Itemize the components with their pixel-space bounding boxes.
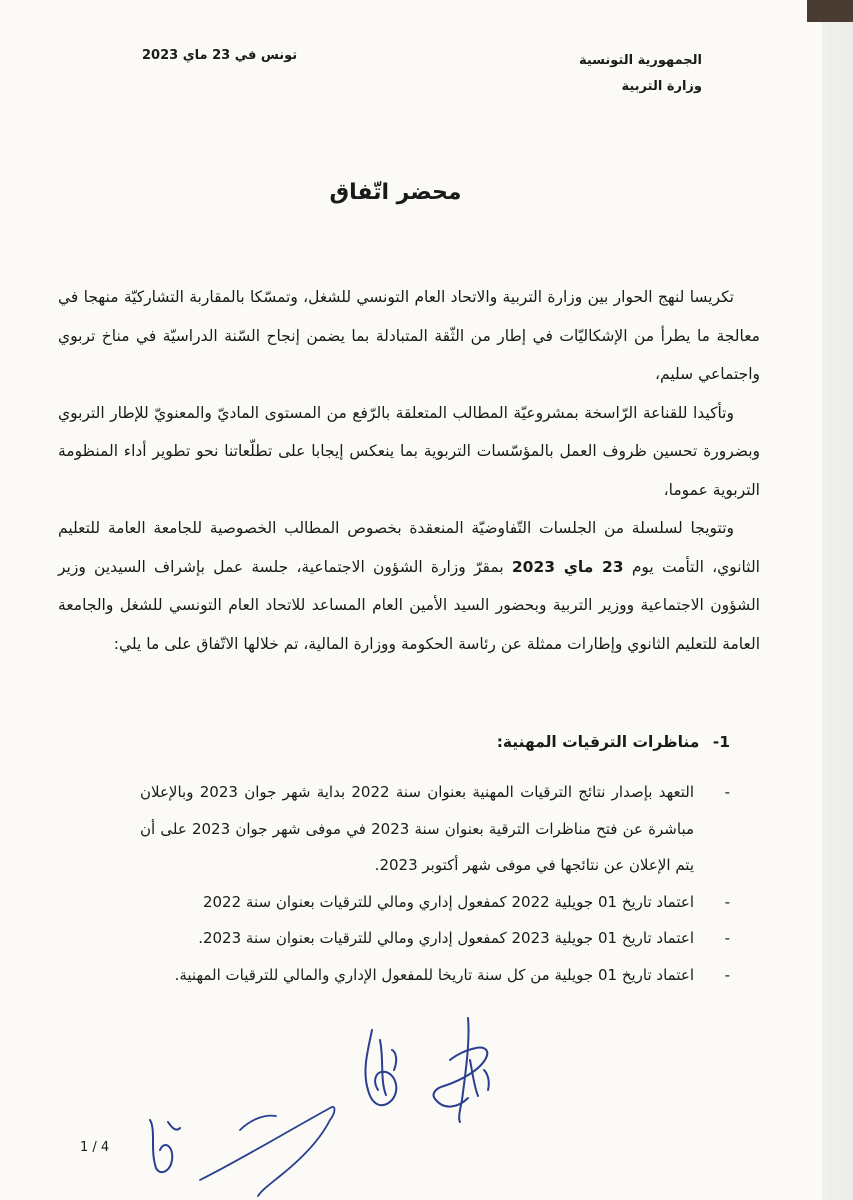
letterhead: [579, 48, 702, 100]
section-number: 1-: [712, 733, 730, 751]
section-title: مناظرات الترقيات المهنية:: [496, 733, 700, 751]
document-title: محضر اتّفاق: [329, 180, 462, 205]
page-number: 1 / 4: [80, 1140, 110, 1155]
list-dash: -: [724, 965, 730, 984]
list-item: [140, 957, 730, 994]
place-date: تونس في 23 ماي 2023: [142, 48, 298, 63]
document-body: [58, 278, 760, 663]
list-dash: -: [724, 929, 730, 947]
paragraph-meeting: [58, 509, 760, 663]
list-dash: -: [724, 892, 730, 911]
section-heading: [497, 733, 730, 751]
ministry-name: وزارة التربية: [621, 79, 702, 94]
background-corner: [807, 0, 853, 22]
meeting-date: 23 ماي 2023: [511, 557, 624, 576]
paragraph-preamble: تكريسا لنهج الحوار بين وزارة التربية والاتحاد العام التونسي للشغل، وتمسّكا بالمقاربة التشاركيّة منهجا في معالجة ما يطرأ من الإشكاليّات في إطار من الثّقة المتبادلة بما يضمن إنجاح السّنة الدراسيّة في مناخ تربوي واجتماعي سليم،: [58, 288, 760, 383]
list-item-text: اعتماد تاريخ 01 جويلية من كل سنة تاريخا للمفعول الإداري والمالي للترقيات المهنية.: [174, 965, 694, 984]
list-dash: -: [724, 783, 730, 801]
meeting-text-after: بمقرّ وزارة الشؤون الاجتماعية، جلسة عمل بإشراف السيدين وزير الشؤون الاجتماعية ووزير التربية وبحضور السيد الأمين العام المساعد للاتحاد العام التونسي للشغل والجامعة العامة للتعليم الثانوي وإطارات ممثلة عن رئاسة الحكومة ووزارة المالية، تم خلالها الاتّفاق على ما يلي:: [58, 557, 760, 653]
list-item-text: التعهد بإصدار نتائج الترقيات المهنية بعنوان سنة 2022 بداية شهر جوان 2023 وبالإعلان مباشرة عن فتح مناظرات الترقية بعنوان سنة 2023 في موفى شهر جوان 2023 على أن يتم الإعلان عن نتائجها في موفى شهر أكتوبر 2023.: [140, 783, 695, 874]
list-item-text: اعتماد تاريخ 01 جويلية 2023 كمفعول إداري ومالي للترقيات بعنوان سنة 2023.: [198, 929, 694, 947]
page-edge: [822, 0, 853, 1200]
agreement-items: [140, 774, 730, 993]
paragraph-conviction: وتأكيدا للقناعة الرّاسخة بمشروعيّة المطالب المتعلقة بالرّفع من المستوى الماديّ والمعنويّ للإطار التربوي وبضرورة تحسين ظروف العمل بالمؤسّسات التربوية بما ينعكس إيجابا على تطلّعاتنا نحو تطوير أداء المنظومة التربوية عموما،: [58, 403, 760, 499]
republic-name: الجمهورية التونسية: [578, 53, 702, 68]
list-item: [140, 884, 730, 921]
list-item: [140, 774, 730, 884]
list-item-text: اعتماد تاريخ 01 جويلية 2022 كمفعول إداري ومالي للترقيات بعنوان سنة 2022: [202, 892, 694, 911]
meeting-text-before: وتتويجا لسلسلة من الجلسات التّفاوضيّة المنعقدة بخصوص المطالب الخصوصية للجامعة العامة للتعليم الثانوي، التأمت يوم: [58, 519, 760, 576]
list-item: [140, 920, 730, 957]
